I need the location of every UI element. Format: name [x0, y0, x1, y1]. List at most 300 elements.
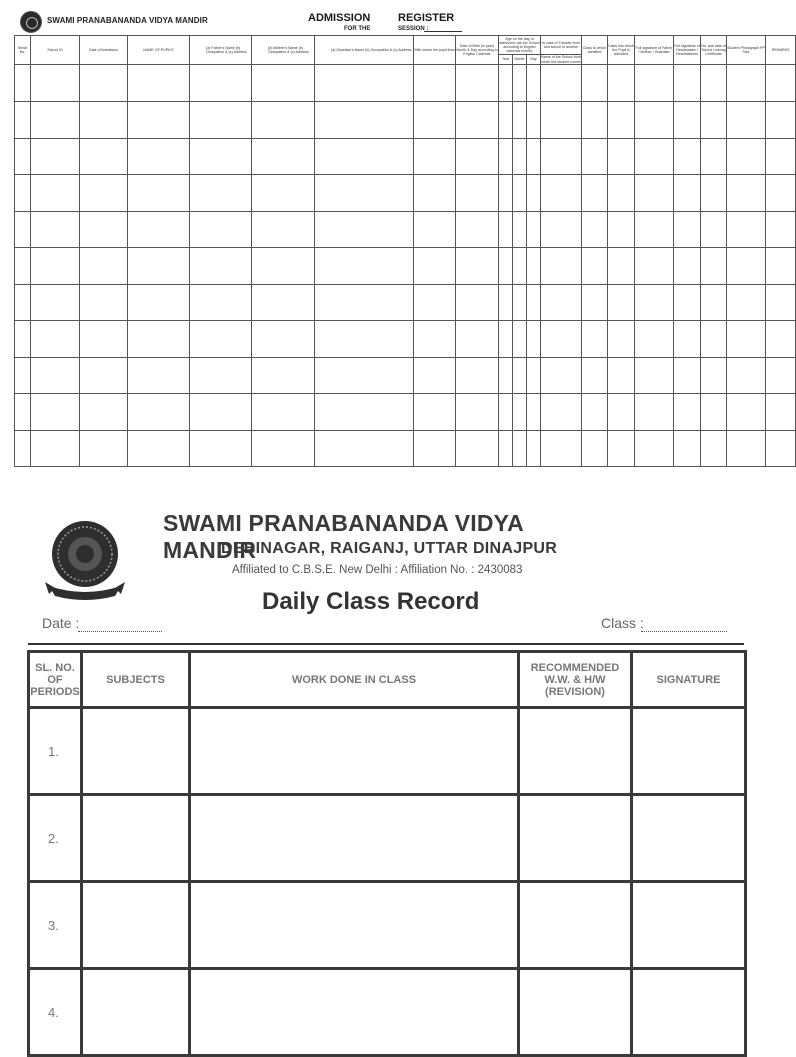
col-age-day: Day — [527, 55, 541, 65]
register-cell[interactable] — [608, 102, 635, 139]
register-cell[interactable] — [674, 357, 701, 394]
col-serial-no: Serial No. — [15, 36, 31, 65]
register-cell[interactable] — [31, 248, 80, 285]
register-cell[interactable] — [190, 175, 252, 212]
daily-class-record-sheet — [0, 500, 768, 1024]
register-cell[interactable] — [527, 284, 541, 321]
register-cell[interactable] — [252, 175, 315, 212]
register-cell[interactable] — [635, 284, 674, 321]
register-cell[interactable] — [315, 430, 414, 467]
class-label: Class : — [601, 615, 644, 631]
recommended-work-cell[interactable] — [519, 708, 632, 795]
register-cell[interactable] — [15, 65, 31, 102]
register-cell[interactable] — [315, 321, 414, 358]
register-cell[interactable] — [80, 394, 128, 431]
register-cell[interactable] — [80, 430, 128, 467]
register-cell[interactable] — [31, 138, 80, 175]
register-cell[interactable] — [608, 394, 635, 431]
register-cell[interactable] — [499, 138, 513, 175]
register-cell[interactable] — [582, 211, 608, 248]
recommended-work-cell[interactable] — [519, 969, 632, 1056]
signature-cell[interactable] — [632, 795, 746, 882]
register-cell[interactable] — [608, 138, 635, 175]
register-row — [15, 175, 796, 212]
register-cell[interactable] — [701, 284, 727, 321]
register-cell[interactable] — [727, 394, 766, 431]
register-school-name: SWAMI PRANABANANDA VIDYA MANDIR — [47, 16, 208, 25]
register-cell[interactable] — [499, 321, 513, 358]
register-cell[interactable] — [701, 321, 727, 358]
period-number: 4. — [29, 969, 82, 1056]
register-cell[interactable] — [766, 394, 796, 431]
register-title-admission: ADMISSION — [308, 12, 371, 24]
register-cell[interactable] — [499, 102, 513, 139]
register-cell[interactable] — [608, 284, 635, 321]
register-cell[interactable] — [499, 248, 513, 285]
col-date-of-admission: Date of Admission — [80, 36, 128, 65]
register-cell[interactable] — [527, 102, 541, 139]
col-work-done: WORK DONE IN CLASS — [190, 652, 519, 708]
register-cell[interactable] — [727, 430, 766, 467]
register-cell[interactable] — [674, 138, 701, 175]
record-row — [29, 882, 746, 969]
register-cell[interactable] — [608, 65, 635, 102]
register-cell[interactable] — [766, 175, 796, 212]
register-cell[interactable] — [608, 211, 635, 248]
register-cell[interactable] — [414, 284, 456, 321]
subject-cell[interactable] — [82, 795, 190, 882]
register-cell[interactable] — [499, 430, 513, 467]
register-cell[interactable] — [635, 430, 674, 467]
register-cell[interactable] — [190, 357, 252, 394]
record-title: Daily Class Record — [262, 588, 480, 615]
register-cell[interactable] — [456, 321, 499, 358]
register-cell[interactable] — [513, 394, 527, 431]
register-row — [15, 430, 796, 467]
register-cell[interactable] — [635, 394, 674, 431]
register-cell[interactable] — [128, 102, 190, 139]
register-cell[interactable] — [456, 284, 499, 321]
register-cell[interactable] — [701, 65, 727, 102]
register-cell[interactable] — [315, 394, 414, 431]
register-cell[interactable] — [674, 65, 701, 102]
register-row — [15, 138, 796, 175]
register-cell[interactable] — [190, 138, 252, 175]
register-cell[interactable] — [15, 211, 31, 248]
register-header-row — [15, 36, 796, 55]
register-row — [15, 357, 796, 394]
register-header — [0, 0, 768, 36]
register-cell[interactable] — [80, 248, 128, 285]
register-cell[interactable] — [190, 321, 252, 358]
register-cell[interactable] — [31, 102, 80, 139]
register-row — [15, 284, 796, 321]
register-row — [15, 394, 796, 431]
register-cell[interactable] — [252, 211, 315, 248]
register-cell[interactable] — [727, 284, 766, 321]
register-cell[interactable] — [128, 65, 190, 102]
register-session-label: SESSION : — [398, 26, 429, 32]
register-cell[interactable] — [541, 211, 582, 248]
col-father: (a) Father's Name (b) Occupation & (c) Address — [190, 36, 252, 65]
register-cell[interactable] — [513, 321, 527, 358]
register-cell[interactable] — [582, 248, 608, 285]
register-cell[interactable] — [128, 357, 190, 394]
register-cell[interactable] — [190, 284, 252, 321]
register-cell[interactable] — [513, 248, 527, 285]
register-cell[interactable] — [80, 321, 128, 358]
register-cell[interactable] — [456, 65, 499, 102]
register-cell[interactable] — [252, 284, 315, 321]
col-subjects: SUBJECTS — [82, 652, 190, 708]
record-row — [29, 969, 746, 1056]
register-cell[interactable] — [513, 430, 527, 467]
register-cell[interactable] — [414, 357, 456, 394]
subject-cell[interactable] — [82, 882, 190, 969]
register-cell[interactable] — [190, 248, 252, 285]
register-cell[interactable] — [727, 65, 766, 102]
register-cell[interactable] — [128, 175, 190, 212]
col-age-month: Month — [513, 55, 527, 65]
register-cell[interactable] — [315, 248, 414, 285]
register-cell[interactable] — [541, 102, 582, 139]
school-name-heading: SWAMI PRANABANANDA VIDYA MANDIR — [163, 510, 524, 563]
register-cell[interactable] — [582, 284, 608, 321]
register-cell[interactable] — [456, 357, 499, 394]
register-cell[interactable] — [766, 102, 796, 139]
register-cell[interactable] — [456, 394, 499, 431]
register-cell[interactable] — [635, 357, 674, 394]
register-row — [15, 248, 796, 285]
register-cell[interactable] — [541, 65, 582, 102]
register-cell[interactable] — [541, 248, 582, 285]
col-headmaster-signature: Full signature of Headmaster / Headmistress — [674, 36, 701, 65]
register-cell[interactable] — [701, 357, 727, 394]
register-cell[interactable] — [499, 175, 513, 212]
register-cell[interactable] — [727, 321, 766, 358]
register-cell[interactable] — [766, 65, 796, 102]
register-cell[interactable] — [80, 175, 128, 212]
register-cell[interactable] — [456, 175, 499, 212]
register-cell[interactable] — [541, 175, 582, 212]
register-cell[interactable] — [499, 284, 513, 321]
register-cell[interactable] — [499, 65, 513, 102]
register-cell[interactable] — [674, 430, 701, 467]
register-cell[interactable] — [414, 211, 456, 248]
admission-register-table — [14, 35, 796, 467]
register-cell[interactable] — [608, 248, 635, 285]
register-cell[interactable] — [701, 102, 727, 139]
register-cell[interactable] — [315, 65, 414, 102]
period-number: 1. — [29, 708, 82, 795]
register-cell[interactable] — [701, 394, 727, 431]
register-cell[interactable] — [128, 430, 190, 467]
register-cell[interactable] — [252, 321, 315, 358]
register-cell[interactable] — [252, 357, 315, 394]
period-number: 3. — [29, 882, 82, 969]
register-row — [15, 321, 796, 358]
class-field[interactable] — [641, 631, 727, 632]
register-cell[interactable] — [674, 211, 701, 248]
recommended-work-cell[interactable] — [519, 795, 632, 882]
register-cell[interactable] — [766, 357, 796, 394]
register-cell[interactable] — [15, 321, 31, 358]
register-cell[interactable] — [674, 284, 701, 321]
register-cell[interactable] — [31, 65, 80, 102]
register-cell[interactable] — [252, 65, 315, 102]
register-cell[interactable] — [635, 65, 674, 102]
register-cell[interactable] — [674, 175, 701, 212]
register-for-the-label: FOR THE — [344, 26, 371, 32]
register-cell[interactable] — [701, 175, 727, 212]
date-field[interactable] — [78, 631, 162, 632]
register-cell[interactable] — [456, 211, 499, 248]
col-transfer: In case of Transfer from and school to another — [541, 36, 582, 55]
register-cell[interactable] — [31, 175, 80, 212]
date-label: Date : — [42, 615, 80, 631]
register-cell[interactable] — [513, 284, 527, 321]
register-cell[interactable] — [513, 65, 527, 102]
register-cell[interactable] — [541, 138, 582, 175]
col-recommended-work: RECOMMENDED W.W. & H/W (REVISION) — [519, 652, 632, 708]
register-cell[interactable] — [190, 211, 252, 248]
col-leaving-certificate: No. and date of School Leaving Certificate — [701, 36, 727, 65]
subject-cell[interactable] — [82, 708, 190, 795]
register-cell[interactable] — [414, 175, 456, 212]
register-cell[interactable] — [635, 211, 674, 248]
register-cell[interactable] — [674, 321, 701, 358]
register-cell[interactable] — [456, 430, 499, 467]
register-cell[interactable] — [527, 394, 541, 431]
register-cell[interactable] — [635, 102, 674, 139]
register-cell[interactable] — [582, 394, 608, 431]
register-cell[interactable] — [252, 138, 315, 175]
register-cell[interactable] — [128, 321, 190, 358]
register-body — [15, 65, 796, 467]
register-cell[interactable] — [414, 248, 456, 285]
register-cell[interactable] — [499, 357, 513, 394]
register-cell[interactable] — [541, 284, 582, 321]
col-remarks: REMARKS — [766, 36, 796, 65]
register-cell[interactable] — [499, 211, 513, 248]
school-emblem-icon — [45, 516, 125, 601]
register-cell[interactable] — [252, 102, 315, 139]
work-done-cell[interactable] — [190, 708, 519, 795]
register-cell[interactable] — [15, 394, 31, 431]
col-signature: SIGNATURE — [632, 652, 746, 708]
register-cell[interactable] — [128, 248, 190, 285]
register-cell[interactable] — [635, 248, 674, 285]
col-class-admitted: Class to which admitted — [582, 36, 608, 65]
register-cell[interactable] — [513, 175, 527, 212]
register-cell[interactable] — [541, 321, 582, 358]
register-cell[interactable] — [701, 211, 727, 248]
register-cell[interactable] — [456, 248, 499, 285]
register-cell[interactable] — [527, 321, 541, 358]
register-row — [15, 102, 796, 139]
register-cell[interactable] — [582, 430, 608, 467]
register-cell[interactable] — [527, 430, 541, 467]
register-cell[interactable] — [190, 65, 252, 102]
register-cell[interactable] — [527, 248, 541, 285]
register-cell[interactable] — [315, 357, 414, 394]
col-guardian: (a) Guardian's Name (b) Occupation & (c) Address — [315, 36, 414, 65]
register-cell[interactable] — [15, 284, 31, 321]
register-cell[interactable] — [701, 430, 727, 467]
register-cell[interactable] — [766, 430, 796, 467]
col-school-id: School ID — [31, 36, 80, 65]
school-address: DEBINAGAR, RAIGANJ, UTTAR DINAJPUR — [221, 540, 558, 557]
signature-cell[interactable] — [632, 708, 746, 795]
register-cell[interactable] — [31, 321, 80, 358]
register-cell[interactable] — [582, 321, 608, 358]
register-cell[interactable] — [527, 175, 541, 212]
register-cell[interactable] — [80, 211, 128, 248]
subject-cell[interactable] — [82, 969, 190, 1056]
register-cell[interactable] — [80, 138, 128, 175]
register-cell[interactable] — [414, 138, 456, 175]
register-cell[interactable] — [252, 394, 315, 431]
register-cell[interactable] — [582, 175, 608, 212]
register-cell[interactable] — [582, 65, 608, 102]
col-lives-with: With whom the pupil lives — [414, 36, 456, 65]
school-emblem-icon — [20, 11, 42, 33]
register-cell[interactable] — [315, 211, 414, 248]
register-cell[interactable] — [80, 284, 128, 321]
register-cell[interactable] — [527, 211, 541, 248]
register-cell[interactable] — [582, 357, 608, 394]
period-number: 2. — [29, 795, 82, 882]
register-cell[interactable] — [527, 138, 541, 175]
register-cell[interactable] — [190, 394, 252, 431]
register-cell[interactable] — [15, 138, 31, 175]
register-cell[interactable] — [513, 211, 527, 248]
register-cell[interactable] — [766, 248, 796, 285]
register-cell[interactable] — [674, 394, 701, 431]
register-row — [15, 65, 796, 102]
register-cell[interactable] — [608, 430, 635, 467]
register-cell[interactable] — [527, 357, 541, 394]
signature-cell[interactable] — [632, 969, 746, 1056]
register-cell[interactable] — [15, 248, 31, 285]
work-done-cell[interactable] — [190, 969, 519, 1056]
register-cell[interactable] — [31, 211, 80, 248]
register-cell[interactable] — [541, 430, 582, 467]
register-cell[interactable] — [527, 65, 541, 102]
header-divider — [28, 643, 744, 645]
register-cell[interactable] — [414, 430, 456, 467]
register-cell[interactable] — [513, 357, 527, 394]
register-cell[interactable] — [701, 138, 727, 175]
daily-class-record-table — [27, 650, 747, 1057]
work-done-cell[interactable] — [190, 795, 519, 882]
col-mother: (a) Mother's Name (b) Occupation & (c) Address — [252, 36, 315, 65]
register-cell[interactable] — [414, 394, 456, 431]
register-cell[interactable] — [15, 175, 31, 212]
register-cell[interactable] — [701, 248, 727, 285]
register-cell[interactable] — [727, 211, 766, 248]
register-cell[interactable] — [766, 321, 796, 358]
register-cell[interactable] — [31, 284, 80, 321]
record-header-row — [29, 652, 746, 708]
register-cell[interactable] — [80, 357, 128, 394]
register-cell[interactable] — [582, 102, 608, 139]
register-row — [15, 211, 796, 248]
register-cell[interactable] — [128, 284, 190, 321]
register-cell[interactable] — [80, 102, 128, 139]
register-cell[interactable] — [608, 175, 635, 212]
register-cell[interactable] — [727, 175, 766, 212]
register-cell[interactable] — [15, 102, 31, 139]
register-cell[interactable] — [190, 430, 252, 467]
register-cell[interactable] — [513, 138, 527, 175]
register-cell[interactable] — [190, 102, 252, 139]
register-cell[interactable] — [674, 248, 701, 285]
register-cell[interactable] — [766, 138, 796, 175]
register-cell[interactable] — [499, 394, 513, 431]
register-cell[interactable] — [414, 65, 456, 102]
register-session-blank[interactable] — [424, 31, 462, 32]
register-cell[interactable] — [608, 321, 635, 358]
signature-cell[interactable] — [632, 882, 746, 969]
register-cell[interactable] — [635, 138, 674, 175]
record-row — [29, 795, 746, 882]
register-cell[interactable] — [315, 175, 414, 212]
register-cell[interactable] — [727, 138, 766, 175]
register-cell[interactable] — [635, 321, 674, 358]
register-cell[interactable] — [15, 430, 31, 467]
register-cell[interactable] — [727, 102, 766, 139]
col-date-of-birth: Date of Birth (in year) Month & Day according to English Calendar — [456, 36, 499, 65]
register-cell[interactable] — [315, 284, 414, 321]
register-cell[interactable] — [128, 211, 190, 248]
register-cell[interactable] — [315, 102, 414, 139]
register-cell[interactable] — [766, 211, 796, 248]
register-cell[interactable] — [635, 175, 674, 212]
recommended-work-cell[interactable] — [519, 882, 632, 969]
register-cell[interactable] — [128, 394, 190, 431]
register-cell[interactable] — [15, 357, 31, 394]
register-cell[interactable] — [541, 357, 582, 394]
register-cell[interactable] — [31, 394, 80, 431]
col-age-year: Year — [499, 55, 513, 65]
work-done-cell[interactable] — [190, 882, 519, 969]
register-cell[interactable] — [128, 138, 190, 175]
register-cell[interactable] — [414, 321, 456, 358]
record-body — [29, 708, 746, 1056]
register-cell[interactable] — [541, 394, 582, 431]
register-cell[interactable] — [456, 138, 499, 175]
col-name-of-pupils: NAME OF PUPILS — [128, 36, 190, 65]
register-cell[interactable] — [252, 248, 315, 285]
register-cell[interactable] — [80, 65, 128, 102]
register-cell[interactable] — [608, 357, 635, 394]
col-age-at-admission: Age on the day of admission (as the School according to English calendar month) — [499, 36, 540, 54]
register-title-register: REGISTER — [398, 12, 455, 24]
register-cell[interactable] — [766, 284, 796, 321]
register-cell[interactable] — [727, 248, 766, 285]
register-cell[interactable] — [727, 357, 766, 394]
register-cell[interactable] — [513, 102, 527, 139]
register-cell[interactable] — [315, 138, 414, 175]
register-cell[interactable] — [252, 430, 315, 467]
register-cell[interactable] — [582, 138, 608, 175]
register-cell[interactable] — [414, 102, 456, 139]
register-cell[interactable] — [456, 102, 499, 139]
register-cell[interactable] — [31, 430, 80, 467]
register-cell[interactable] — [674, 102, 701, 139]
register-cell[interactable] — [31, 357, 80, 394]
